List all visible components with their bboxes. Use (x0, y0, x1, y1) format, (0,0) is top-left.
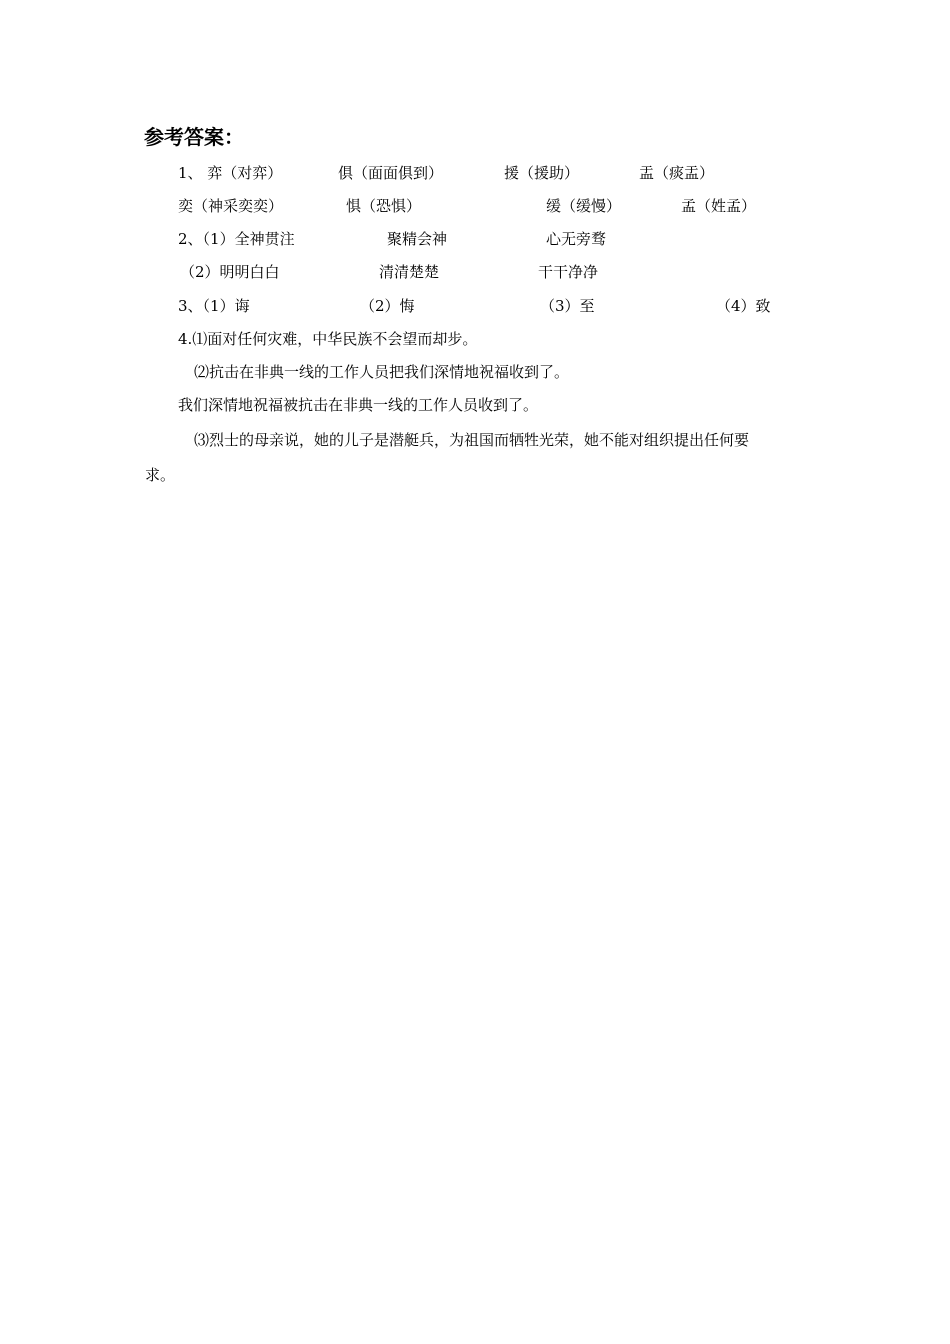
q2-r2-c1: （2）明明白白 (180, 263, 280, 281)
q1-r2-c1: 奕（神采奕奕） (178, 197, 284, 215)
q1-r2-c4: 孟（姓孟） (681, 197, 757, 215)
q1-r2-c2: 惧（恐惧） (346, 197, 422, 215)
q2-r2-c2: 清清楚楚 (379, 263, 440, 281)
q3-r1-c3: （3）至 (540, 297, 595, 315)
q2-r1-c2: 聚精会神 (387, 230, 448, 248)
q1-r1-c3: 援（援助） (504, 164, 580, 182)
q4-line-2: ⑵抗击在非典一线的工作人员把我们深情地祝福收到了。 (194, 363, 570, 381)
q2-r1-c3: 心无旁骛 (546, 230, 607, 248)
q1-r2-c3: 缓（缓慢） (546, 197, 622, 215)
q3-r1-c2: （2）悔 (360, 297, 415, 315)
q3-r1-c4: （4）致 (716, 297, 771, 315)
q4-line-5: 求。 (145, 466, 176, 484)
q1-r1-c2: 俱（面面俱到） (338, 164, 444, 182)
q2-r1-c1: 2、（1）全神贯注 (178, 230, 295, 248)
q3-r1-c1: 3、（1）诲 (178, 297, 250, 315)
q4-line-4: ⑶烈士的母亲说，她的儿子是潜艇兵，为祖国而牺牲光荣，她不能对组织提出任何要 (194, 431, 750, 449)
page-title: 参考答案： (144, 125, 244, 149)
q1-r1-c1: 1、 弈（对弈） (178, 164, 283, 182)
q1-r1-c4: 盂（痰盂） (639, 164, 715, 182)
q2-r2-c3: 干干净净 (538, 263, 599, 281)
q4-line-1: 4.⑴面对任何灾难，中华民族不会望而却步。 (178, 330, 478, 348)
q4-line-3: 我们深情地祝福被抗击在非典一线的工作人员收到了。 (178, 396, 539, 414)
